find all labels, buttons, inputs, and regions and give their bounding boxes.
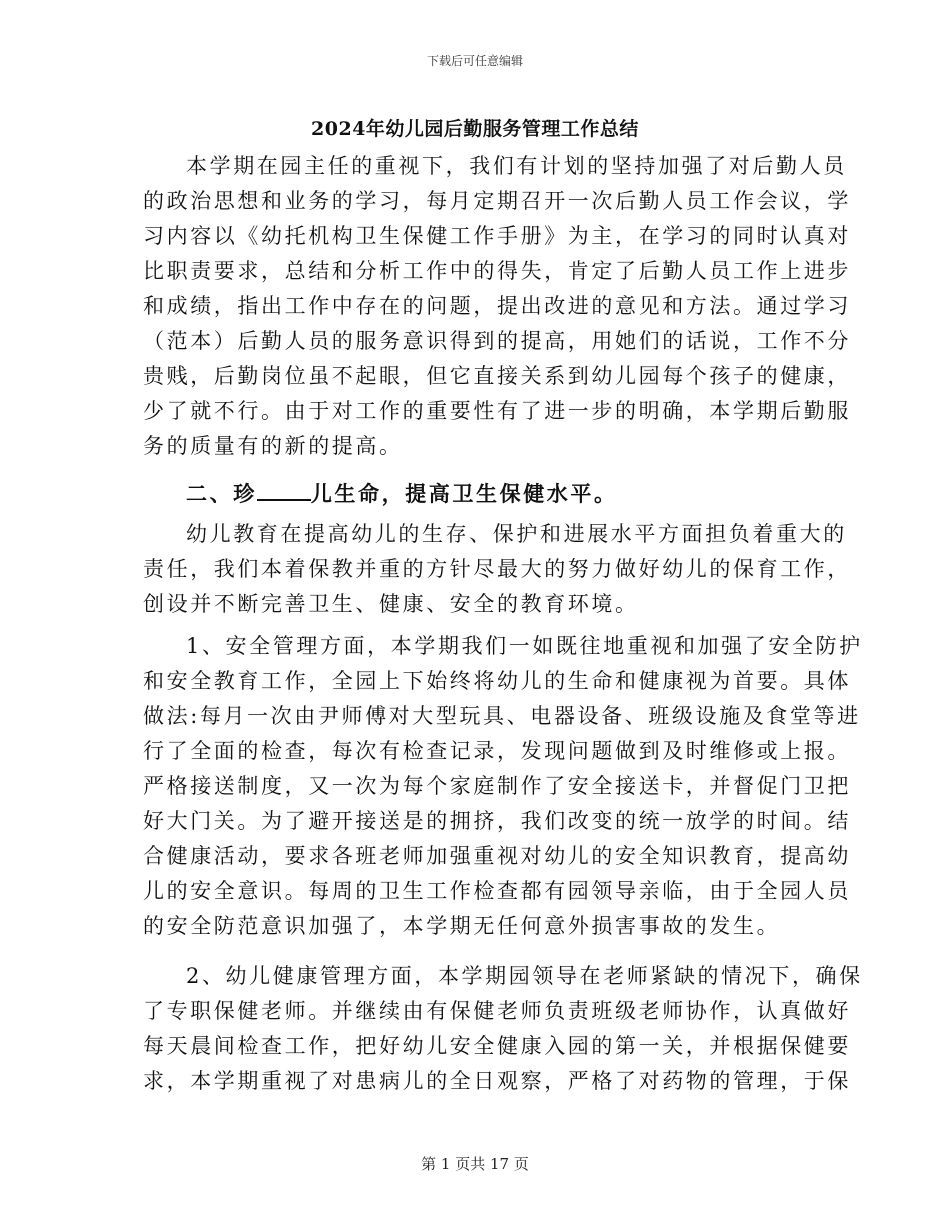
paragraph-line: 做法:每月一次由尹师傅对大型玩具、电器设备、班级设施及食堂等进 [143, 704, 861, 728]
paragraph-line: 幼儿教育在提高幼儿的生存、保护和进展水平方面担负着重大的 [186, 522, 847, 546]
paragraph-line: 1、安全管理方面，本学期我们一如既往地重视和加强了安全防护 [186, 634, 863, 658]
section-heading [186, 478, 826, 510]
paragraph-line: 的安全防范意识加强了，本学期无任何意外损害事故的发生。 [143, 914, 781, 938]
paragraph-line: 了专职保健老师。并继续由有保健老师负责班级老师协作，认真做好 [143, 999, 851, 1023]
paragraph-line: 责任，我们本着保教并重的方针尽最大的努力做好幼儿的保育工作， [143, 557, 851, 581]
paragraph-line: （范本）后勤人员的服务意识得到的提高，用她们的话说，工作不分 [143, 329, 851, 353]
paragraph-line: 严格接送制度，又一次为每个家庭制作了安全接送卡，并督促门卫把 [143, 774, 851, 798]
paragraph-line: 2、幼儿健康管理方面，本学期园领导在老师紧缺的情况下，确保 [186, 964, 863, 988]
paragraph-line: 贵贱，后勤岗位虽不起眼，但它直接关系到幼儿园每个孩子的健康， [143, 364, 851, 388]
fill-in-blank [257, 479, 311, 501]
paragraph-line: 务的质量有的新的提高。 [143, 434, 403, 458]
header-note: 下载后可任意编辑 [426, 54, 523, 68]
page-number: 第 1 页共 17 页 [421, 1155, 529, 1173]
paragraph-line: 和成绩，指出工作中存在的问题，提出改进的意见和方法。通过学习 [143, 294, 851, 318]
paragraph-line: 比职责要求，总结和分析工作中的得失，肯定了后勤人员工作上进步 [143, 259, 851, 283]
section-heading-end: 儿生命，提高卫生保健水平。 [310, 481, 618, 506]
paragraph-line: 和安全教育工作，全园上下始终将幼儿的生命和健康视为首要。具体 [143, 669, 851, 693]
paragraph-line: 本学期在园主任的重视下，我们有计划的坚持加强了对后勤人员 [186, 154, 847, 178]
document-title: 2024年幼儿园后勤服务管理工作总结 [311, 118, 639, 140]
paragraph-line: 每天晨间检查工作，把好幼儿安全健康入园的第一关，并根据保健要 [143, 1034, 851, 1058]
paragraph-line: 创设并不断完善卫生、健康、安全的教育环境。 [143, 592, 639, 616]
paragraph-line: 的政治思想和业务的学习，每月定期召开一次后勤人员工作会议，学 [143, 189, 851, 213]
paragraph-line: 少了就不行。由于对工作的重要性有了进一步的明确，本学期后勤服 [143, 399, 851, 423]
section-heading-start: 二、珍 [186, 481, 257, 506]
paragraph-line: 行了全面的检查，每次有检查记录，发现问题做到及时维修或上报。 [143, 739, 851, 763]
paragraph-line: 合健康活动，要求各班老师加强重视对幼儿的安全知识教育，提高幼 [143, 844, 851, 868]
paragraph-line: 好大门关。为了避开接送是的拥挤，我们改变的统一放学的时间。结 [143, 809, 851, 833]
paragraph-line: 习内容以《幼托机构卫生保健工作手册》为主，在学习的同时认真对 [143, 224, 851, 248]
paragraph-line: 儿的安全意识。每周的卫生工作检查都有园领导亲临，由于全园人员 [143, 879, 851, 903]
paragraph-line: 求，本学期重视了对患病儿的全日观察，严格了对药物的管理，于保 [143, 1069, 851, 1093]
